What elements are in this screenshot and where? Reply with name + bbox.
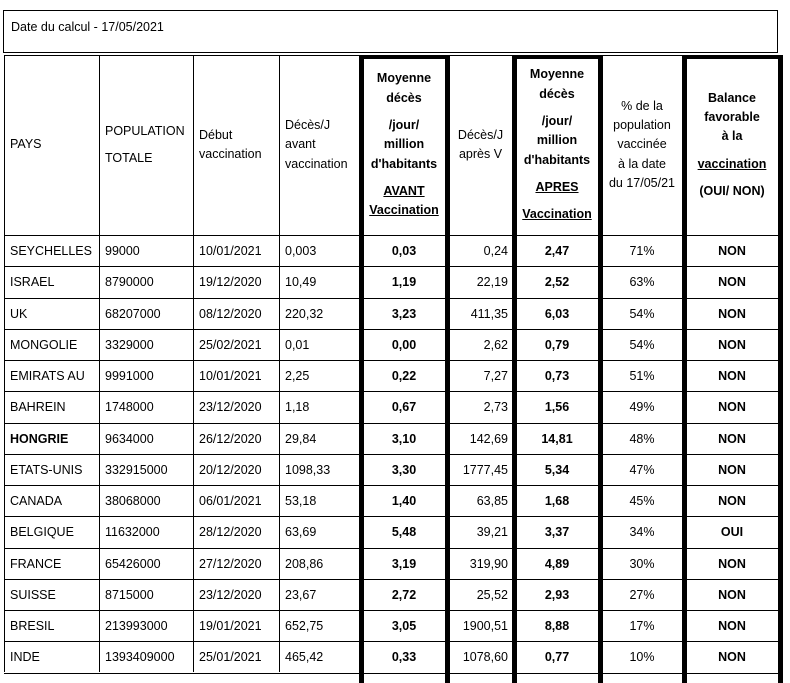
cell-deces_avant: 208,86	[285, 556, 324, 571]
cell-pays: MONGOLIE	[10, 337, 78, 352]
cell-moy_avant: 0,22	[391, 369, 417, 384]
cell-debut: 25/02/2021	[199, 337, 262, 352]
header-line: vaccination	[285, 156, 348, 171]
cell-debut: 19/01/2021	[199, 619, 262, 634]
cell-deces_avant: 0,01	[285, 337, 310, 352]
cell-balance: NON	[718, 369, 746, 384]
cell-pays: BRESIL	[10, 619, 55, 634]
cell-pct: 71%	[629, 244, 655, 259]
cell-deces_avant: 53,18	[285, 494, 317, 509]
header-line: (OUI/ NON)	[699, 184, 765, 199]
cell-pct: 27%	[629, 587, 655, 602]
header-line: AVANT	[383, 184, 425, 199]
cell-debut: 26/12/2020	[199, 431, 262, 446]
cell-pays: BELGIQUE	[10, 525, 74, 540]
cell-moy_apres: 3,37	[544, 525, 570, 540]
emphasis-column-border	[778, 55, 783, 683]
cell-moy_apres: 0,79	[544, 337, 570, 352]
cell-balance: NON	[718, 619, 746, 634]
cell-pct: 45%	[629, 494, 655, 509]
cell-deces_avant: 1098,33	[285, 462, 331, 477]
header-pct	[606, 57, 678, 233]
header-line: Décès/J	[457, 127, 504, 142]
header-moy_apres	[520, 57, 594, 233]
header-line: Moyenne	[529, 67, 585, 82]
cell-deces_apres: 142,69	[469, 431, 508, 446]
header-line: /jour/	[541, 113, 573, 128]
cell-deces_avant: 10,49	[285, 275, 317, 290]
cell-moy_apres: 0,77	[544, 650, 570, 665]
cell-moy_avant: 3,05	[391, 619, 417, 634]
header-line: Vaccination	[369, 203, 439, 218]
header-moy_avant	[367, 57, 441, 233]
cell-moy_apres: 2,52	[544, 275, 570, 290]
cell-deces_avant: 1,18	[285, 400, 310, 415]
cell-moy_avant: 1,19	[391, 275, 417, 290]
header-line: vaccination	[697, 156, 767, 171]
header-debut	[199, 57, 273, 233]
cell-pays: UK	[10, 306, 28, 321]
emphasis-column-border	[598, 55, 603, 683]
cell-deces_apres: 1078,60	[462, 650, 508, 665]
cell-deces_apres: 411,35	[470, 306, 508, 321]
cell-population: 1393409000	[105, 650, 175, 665]
cell-moy_avant: 3,10	[391, 431, 417, 446]
cell-moy_avant: 3,23	[391, 306, 417, 321]
cell-moy_avant: 0,03	[391, 244, 417, 259]
cell-pays: CANADA	[10, 494, 63, 509]
cell-pct: 63%	[629, 275, 655, 290]
header-line: Début	[199, 127, 233, 142]
cell-debut: 27/12/2020	[199, 556, 262, 571]
cell-balance: NON	[718, 587, 746, 602]
cell-deces_avant: 465,42	[285, 650, 324, 665]
cell-deces_apres: 0,24	[483, 244, 508, 259]
cell-population: 3329000	[105, 337, 154, 352]
cell-deces_apres: 319,90	[469, 556, 508, 571]
header-line: population	[613, 117, 671, 132]
cell-pct: 49%	[629, 400, 655, 415]
cell-population: 1748000	[105, 400, 154, 415]
cell-pct: 10%	[629, 650, 655, 665]
cell-moy_apres: 1,56	[544, 400, 570, 415]
cell-deces_apres: 63,85	[476, 494, 508, 509]
header-deces_avant	[285, 57, 355, 233]
cell-moy_apres: 0,73	[544, 369, 570, 384]
cell-population: 8715000	[105, 587, 154, 602]
header-line: % de la	[621, 98, 663, 113]
cell-deces_avant: 652,75	[285, 619, 324, 634]
cell-pays: HONGRIE	[10, 431, 69, 446]
header-line: APRES	[535, 180, 579, 195]
cell-pct: 51%	[629, 369, 655, 384]
cell-pct: 48%	[629, 431, 655, 446]
cell-pays: ETATS-UNIS	[10, 462, 83, 477]
cell-balance: NON	[718, 462, 746, 477]
cell-pays: FRANCE	[10, 556, 62, 571]
header-line: vaccinée	[617, 137, 667, 152]
cell-debut: 19/12/2020	[199, 275, 262, 290]
cell-debut: 10/01/2021	[199, 244, 262, 259]
cell-pct: 17%	[629, 619, 655, 634]
cell-pays: SEYCHELLES	[10, 244, 92, 259]
header-balance	[690, 57, 774, 233]
cell-deces_apres: 2,62	[483, 337, 508, 352]
cell-population: 332915000	[105, 462, 168, 477]
cell-deces_avant: 220,32	[285, 306, 324, 321]
header-line: d'habitants	[523, 152, 591, 167]
header-line: du 17/05/21	[608, 176, 676, 191]
cell-population: 68207000	[105, 306, 161, 321]
header-line: Décès/J	[285, 117, 331, 132]
cell-balance: NON	[718, 306, 746, 321]
cell-deces_apres: 22,19	[476, 275, 508, 290]
header-line: favorable	[704, 109, 760, 124]
header-line: million	[536, 133, 578, 148]
header-line: décès	[539, 86, 575, 101]
cell-moy_apres: 6,03	[544, 306, 570, 321]
cell-deces_avant: 29,84	[285, 431, 317, 446]
cell-debut: 06/01/2021	[199, 494, 262, 509]
cell-deces_apres: 7,27	[483, 369, 508, 384]
cell-deces_apres: 2,73	[483, 400, 508, 415]
cell-moy_apres: 5,34	[544, 462, 570, 477]
cell-moy_avant: 2,72	[391, 587, 417, 602]
cell-moy_avant: 3,30	[391, 462, 417, 477]
cell-moy_avant: 5,48	[391, 525, 417, 540]
header-line: décès	[386, 90, 422, 105]
cell-deces_avant: 2,25	[285, 369, 310, 384]
cell-pct: 30%	[629, 556, 655, 571]
cell-moy_apres: 2,93	[544, 587, 570, 602]
cell-debut: 08/12/2020	[199, 306, 262, 321]
header-line: vaccination	[199, 147, 262, 161]
header-line: d'habitants	[370, 156, 438, 171]
emphasis-column-border	[512, 55, 517, 683]
cell-moy_avant: 0,00	[391, 337, 417, 352]
header-line: à la date	[618, 156, 666, 171]
cell-moy_avant: 0,33	[391, 650, 417, 665]
calculation-date: Date du calcul - 17/05/2021	[11, 20, 164, 34]
cell-moy_avant: 0,67	[391, 400, 417, 415]
cell-deces_apres: 1777,45	[462, 462, 508, 477]
emphasis-column-border	[682, 55, 687, 683]
cell-pct: 47%	[629, 462, 655, 477]
cell-moy_apres: 14,81	[541, 431, 573, 446]
cell-debut: 23/12/2020	[199, 400, 262, 415]
cell-balance: NON	[718, 400, 746, 415]
cell-population: 213993000	[105, 619, 168, 634]
cell-population: 9634000	[105, 431, 154, 446]
header-line: avant	[285, 137, 316, 152]
cell-pays: ISRAEL	[10, 275, 55, 290]
cell-deces_apres: 25,52	[476, 587, 508, 602]
cell-pct: 54%	[629, 306, 655, 321]
header-line: Balance	[708, 90, 756, 105]
header-pays	[10, 57, 93, 233]
cell-population: 65426000	[105, 556, 161, 571]
cell-deces_apres: 1900,51	[462, 619, 508, 634]
header-line: PAYS	[10, 137, 42, 152]
cell-pct: 54%	[629, 337, 655, 352]
cell-pays: EMIRATS AU	[10, 369, 85, 384]
emphasis-column-border	[445, 55, 450, 683]
cell-balance: NON	[718, 650, 746, 665]
cell-pays: INDE	[10, 650, 40, 665]
cell-balance: NON	[718, 556, 746, 571]
header-line: /jour/	[388, 117, 420, 132]
row-rule	[4, 673, 780, 674]
cell-moy_apres: 4,89	[544, 556, 570, 571]
cell-balance: NON	[718, 431, 746, 446]
cell-balance: NON	[718, 275, 746, 290]
cell-balance: NON	[718, 244, 746, 259]
cell-balance: OUI	[720, 525, 744, 540]
cell-moy_avant: 3,19	[391, 556, 417, 571]
cell-pays: SUISSE	[10, 587, 56, 602]
cell-pays: BAHREIN	[10, 400, 66, 415]
header-population	[105, 57, 187, 233]
cell-pct: 34%	[629, 525, 655, 540]
emphasis-column-border	[359, 55, 364, 683]
cell-population: 38068000	[105, 494, 161, 509]
cell-debut: 20/12/2020	[199, 462, 262, 477]
cell-population: 99000	[105, 244, 140, 259]
header-line: TOTALE	[105, 151, 153, 165]
header-deces_apres	[453, 57, 508, 233]
cell-deces_avant: 23,67	[285, 587, 317, 602]
header-line: à la	[721, 129, 743, 144]
header-line: POPULATION	[105, 123, 185, 138]
cell-balance: NON	[718, 494, 746, 509]
cell-debut: 23/12/2020	[199, 587, 262, 602]
cell-debut: 25/01/2021	[199, 650, 262, 665]
cell-moy_apres: 8,88	[544, 619, 570, 634]
header-line: million	[383, 137, 425, 152]
cell-moy_apres: 2,47	[544, 244, 570, 259]
cell-moy_avant: 1,40	[391, 494, 417, 509]
cell-population: 11632000	[105, 525, 160, 540]
header-line: Moyenne	[376, 71, 432, 86]
cell-balance: NON	[718, 337, 746, 352]
cell-debut: 10/01/2021	[199, 369, 262, 384]
header-line: Vaccination	[522, 207, 592, 222]
cell-deces_avant: 0,003	[285, 244, 317, 259]
cell-debut: 28/12/2020	[199, 525, 262, 540]
cell-moy_apres: 1,68	[544, 494, 570, 509]
cell-deces_avant: 63,69	[285, 525, 317, 540]
cell-deces_apres: 39,21	[476, 525, 508, 540]
cell-population: 8790000	[105, 275, 154, 290]
cell-population: 9991000	[105, 369, 154, 384]
header-line: après V	[458, 147, 503, 161]
